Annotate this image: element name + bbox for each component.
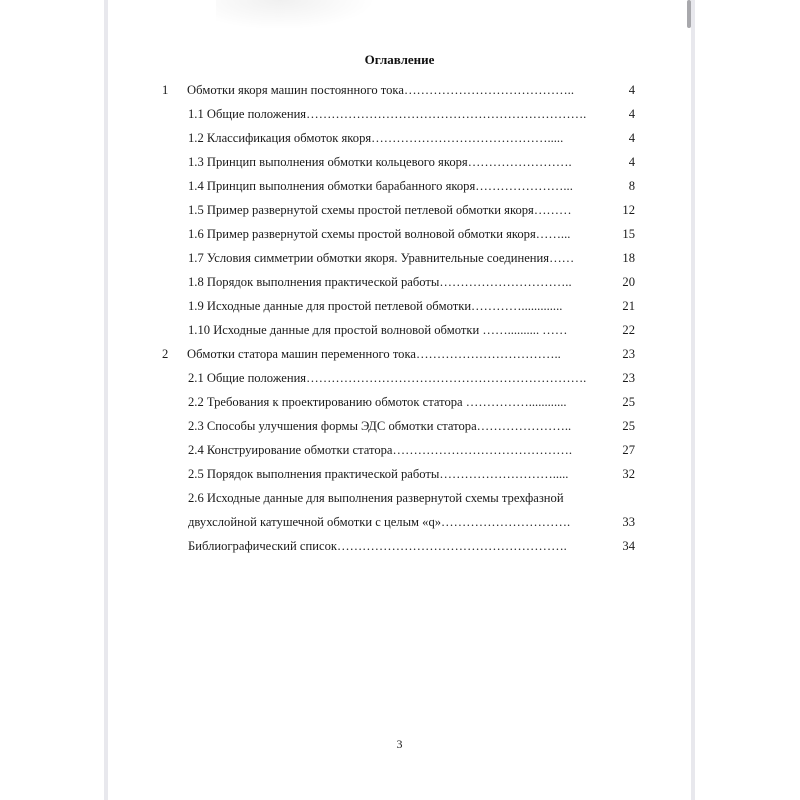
- toc-entry[interactable]: [108, 488, 691, 508]
- toc-entry-page: 12: [622, 203, 635, 217]
- toc-entry-text: 1.6 Пример развернутой схемы простой волновой обмотки якоря……...: [188, 227, 571, 241]
- toc-entry[interactable]: [108, 152, 691, 172]
- toc-entry[interactable]: [108, 272, 691, 292]
- toc-entry[interactable]: [108, 368, 691, 388]
- toc-entry-text: 2.5 Порядок выполнения практической работы……………………….....: [188, 467, 569, 481]
- toc-entry-number: 2: [162, 347, 169, 361]
- toc-entry[interactable]: [108, 464, 691, 484]
- toc-entry-text: 2.6 Исходные данные для выполнения развернутой схемы трехфазной: [188, 491, 564, 505]
- toc-entry-text: 1.10 Исходные данные для простой волновой обмотки …….......... ……: [188, 323, 568, 337]
- toc-entry[interactable]: [108, 440, 691, 460]
- toc-entry-page: 4: [628, 107, 635, 121]
- toc-entry-text: 2.1 Общие положения………………………………………………………….: [188, 371, 587, 385]
- toc-entry-text: 1.7 Условия симметрии обмотки якоря. Уравнительные соединения……: [188, 251, 575, 265]
- toc-entry[interactable]: [108, 176, 691, 196]
- toc-entry-page: 23: [622, 347, 635, 361]
- toc-entry[interactable]: [108, 392, 691, 412]
- toc-entry-text: 1.1 Общие положения………………………………………………………….: [188, 107, 587, 121]
- toc-entry-page: 33: [622, 515, 635, 529]
- toc-entry-page: 8: [628, 179, 635, 193]
- toc-entry-page: 34: [622, 539, 635, 553]
- toc-entry[interactable]: [108, 344, 691, 364]
- page-shadow: [216, 0, 376, 30]
- toc-entry-page: 4: [628, 83, 635, 97]
- page-number: 3: [396, 737, 403, 751]
- toc-entry-page: 4: [628, 155, 635, 169]
- toc-entry[interactable]: [108, 296, 691, 316]
- toc-entry-page: 4: [628, 131, 635, 145]
- scrollbar-thumb[interactable]: [687, 0, 691, 28]
- toc-entry[interactable]: [108, 416, 691, 436]
- toc-title: Оглавление: [364, 52, 435, 67]
- toc-entry-text: Библиографический список……………………………………………….: [188, 539, 567, 553]
- toc-entry-page: 32: [622, 467, 635, 481]
- toc-entry-text: 1.2 Классификация обмоток якоря…………………………………….....: [188, 131, 564, 145]
- toc-entry[interactable]: [108, 80, 691, 100]
- toc-entry-text: Обмотки статора машин переменного тока……………………………..: [187, 347, 561, 361]
- toc-entry-page: 21: [622, 299, 635, 313]
- toc-entry[interactable]: [108, 536, 691, 556]
- toc-entry-page: 20: [622, 275, 635, 289]
- toc-entry-page: 27: [622, 443, 635, 457]
- toc-entry-text: 2.3 Способы улучшения формы ЭДС обмотки статора…………………..: [188, 419, 572, 433]
- toc-entry[interactable]: [108, 128, 691, 148]
- toc-entry[interactable]: [108, 104, 691, 124]
- toc-entry-text: двухслойной катушечной обмотки с целым «q»………………………….: [188, 515, 571, 529]
- toc-entry-number: 1: [162, 83, 169, 97]
- toc-entry-page: 22: [622, 323, 635, 337]
- toc-entry[interactable]: [108, 248, 691, 268]
- toc-entry-page: 23: [622, 371, 635, 385]
- toc-entry-text: Обмотки якоря машин постоянного тока…………………………………..: [187, 83, 574, 97]
- toc-entry-text: 1.8 Порядок выполнения практической работы…………………………..: [188, 275, 572, 289]
- toc-entry-text: 2.4 Конструирование обмотки статора…………………………………….: [188, 443, 572, 457]
- toc-entry-text: 1.9 Исходные данные для простой петлевой обмотки………….............: [188, 299, 563, 313]
- toc-entry-text: 1.3 Принцип выполнения обмотки кольцевого якоря…………………….: [188, 155, 572, 169]
- toc-entry-page: 18: [622, 251, 635, 265]
- toc-entry-page: 15: [622, 227, 635, 241]
- toc-entry[interactable]: [108, 320, 691, 340]
- document-page: [108, 0, 691, 800]
- toc-entry-text: 2.2 Требования к проектированию обмоток статора ……………............: [188, 395, 567, 409]
- toc-entry-text: 1.5 Пример развернутой схемы простой петлевой обмотки якоря………: [188, 203, 572, 217]
- toc-entry[interactable]: [108, 224, 691, 244]
- toc-entry[interactable]: [108, 200, 691, 220]
- toc-entry-page: 25: [622, 395, 635, 409]
- toc-entry-page: 25: [622, 419, 635, 433]
- toc-entry-text: 1.4 Принцип выполнения обмотки барабанного якоря…………………...: [188, 179, 573, 193]
- toc-entry[interactable]: [108, 512, 691, 532]
- viewer-right-border: [691, 0, 695, 800]
